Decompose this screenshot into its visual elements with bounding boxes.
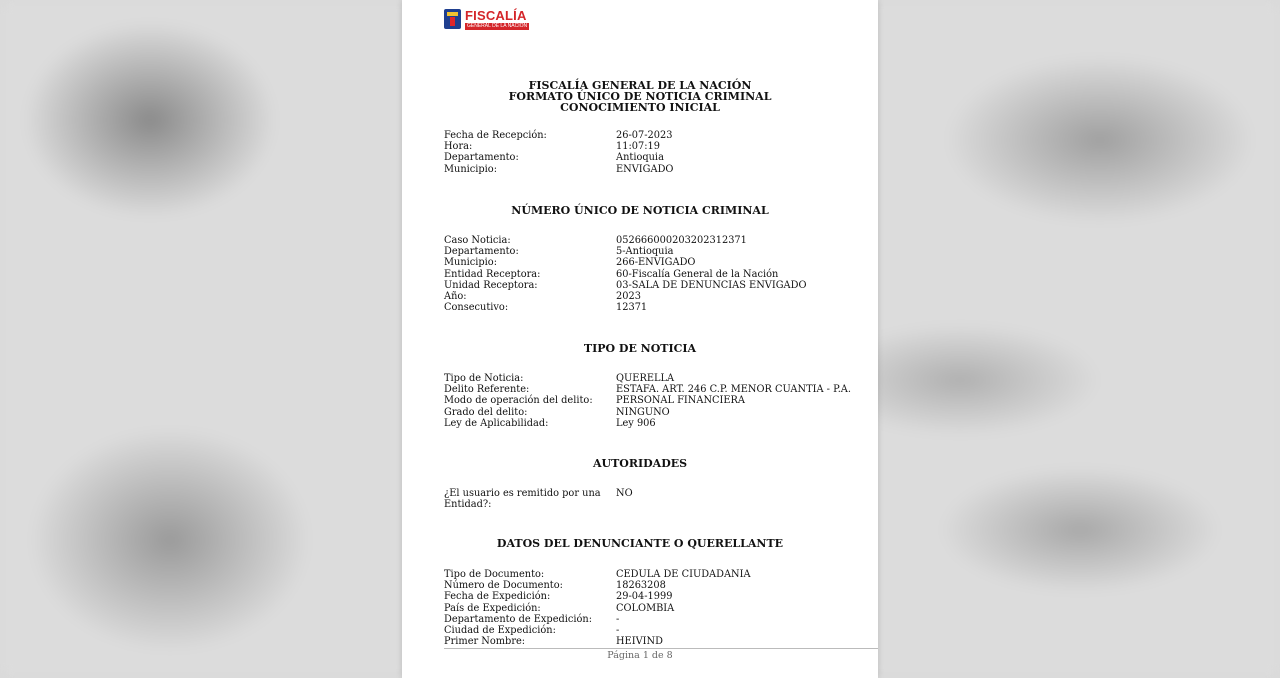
field-label: Modo de operación del delito:: [444, 395, 593, 407]
field-row: [444, 269, 864, 280]
field-value: 60-Fiscalía General de la Nación: [616, 268, 779, 280]
field-value: HEIVIND: [616, 636, 663, 648]
recepcion-section: [444, 130, 864, 175]
document-page: [402, 0, 878, 678]
field-value: ESTAFA. ART. 246 C.P. MENOR CUANTIA - P.A.: [616, 384, 851, 396]
coat-of-arms-icon: [444, 9, 461, 29]
field-value: 052666000203202312371: [616, 235, 747, 246]
field-row: [444, 280, 864, 291]
field-label: Ley de Aplicabilidad:: [444, 417, 549, 429]
field-row: [444, 235, 864, 246]
field-label: Primer Nombre:: [444, 636, 526, 648]
field-label: ¿El usuario es remitido por una Entidad?:: [444, 488, 601, 511]
field-value: QUERELLA: [616, 373, 675, 384]
field-label: Departamento:: [444, 246, 519, 258]
field-value: 29-04-1999: [616, 591, 673, 603]
field-label: Tipo de Noticia:: [444, 373, 524, 384]
field-value: CEDULA DE CIUDADANIA: [616, 569, 751, 580]
section-title-denunciante: DATOS DEL DENUNCIANTE O QUERELLANTE: [496, 537, 784, 550]
field-row: [444, 488, 864, 510]
field-value: 11:07:19: [616, 141, 660, 153]
numero-unico-section: [444, 235, 864, 313]
section-title-numero-unico: NÚMERO ÚNICO DE NOTICIA CRIMINAL: [511, 204, 769, 217]
field-row: [444, 636, 864, 647]
field-row: [444, 302, 864, 313]
logo-main-text: FISCALÍA: [465, 8, 527, 23]
field-value: 266-ENVIGADO: [616, 257, 696, 269]
section-title-tipo-noticia: TIPO DE NOTICIA: [583, 342, 697, 355]
field-value: Ley 906: [616, 417, 656, 429]
field-row: [444, 625, 864, 636]
field-label: Hora:: [444, 141, 473, 153]
title-line-2: FORMATO ÚNICO DE NOTICIA CRIMINAL: [508, 90, 772, 103]
field-value: 5-Antioquia: [616, 246, 674, 258]
field-value: 18263208: [616, 580, 666, 592]
field-row: [444, 418, 864, 429]
fiscalia-logo: [444, 9, 529, 31]
field-row: [444, 130, 864, 141]
page-number: Página 1 de 8: [607, 650, 673, 661]
field-label: Fecha de Recepción:: [444, 130, 547, 141]
field-row: [444, 569, 864, 580]
field-label: Año:: [444, 291, 467, 303]
field-row: [444, 580, 864, 591]
field-value: NINGUNO: [616, 406, 670, 418]
field-row: [444, 141, 864, 152]
field-row: [444, 373, 864, 384]
field-row: [444, 257, 864, 268]
field-label: Delito Referente:: [444, 384, 530, 396]
field-label: Número de Documento:: [444, 580, 563, 592]
logo-sub-text: GENERAL DE LA NACIÓN: [467, 23, 528, 29]
field-row: [444, 614, 864, 625]
field-label: Caso Noticia:: [444, 235, 511, 246]
field-value: NO: [616, 488, 633, 499]
field-label: Departamento:: [444, 152, 519, 164]
field-row: [444, 291, 864, 302]
field-value: PERSONAL FINANCIERA: [616, 395, 745, 407]
field-row: [444, 591, 864, 602]
field-label: Unidad Receptora:: [444, 279, 538, 291]
field-label: Consecutivo:: [444, 302, 509, 314]
field-label: Grado del delito:: [444, 406, 528, 418]
field-row: [444, 164, 864, 175]
field-row: [444, 395, 864, 406]
field-row: [444, 407, 864, 418]
field-label: Fecha de Expedición:: [444, 591, 551, 603]
title-line-3: CONOCIMIENTO INICIAL: [560, 101, 720, 114]
field-label: Ciudad de Expedición:: [444, 625, 556, 637]
field-row: [444, 246, 864, 257]
field-value: 03-SALA DE DENUNCIAS ENVIGADO: [616, 279, 807, 291]
field-value: 2023: [616, 291, 641, 303]
field-row: [444, 603, 864, 614]
field-label: Municipio:: [444, 163, 498, 175]
field-value: Antioquia: [616, 152, 664, 164]
field-row: [444, 152, 864, 163]
title-line-1: FISCALÍA GENERAL DE LA NACIÓN: [528, 79, 752, 92]
field-row: [444, 384, 864, 395]
field-value: 12371: [616, 302, 648, 314]
field-value: COLOMBIA: [616, 602, 675, 614]
field-value: 26-07-2023: [616, 130, 673, 141]
autoridades-section: [444, 488, 864, 510]
document-title: [402, 80, 878, 113]
field-value: ENVIGADO: [616, 163, 674, 175]
field-label: Entidad Receptora:: [444, 268, 541, 280]
field-label: Tipo de Documento:: [444, 569, 545, 580]
field-value: -: [616, 613, 620, 625]
field-label: Departamento de Expedición:: [444, 613, 593, 625]
field-value: -: [616, 625, 620, 637]
section-title-autoridades: AUTORIDADES: [592, 457, 688, 470]
tipo-noticia-section: [444, 373, 864, 429]
field-label: Municipio:: [444, 257, 498, 269]
denunciante-section: [444, 569, 864, 647]
field-label: País de Expedición:: [444, 602, 541, 614]
footer-divider: [444, 648, 878, 649]
